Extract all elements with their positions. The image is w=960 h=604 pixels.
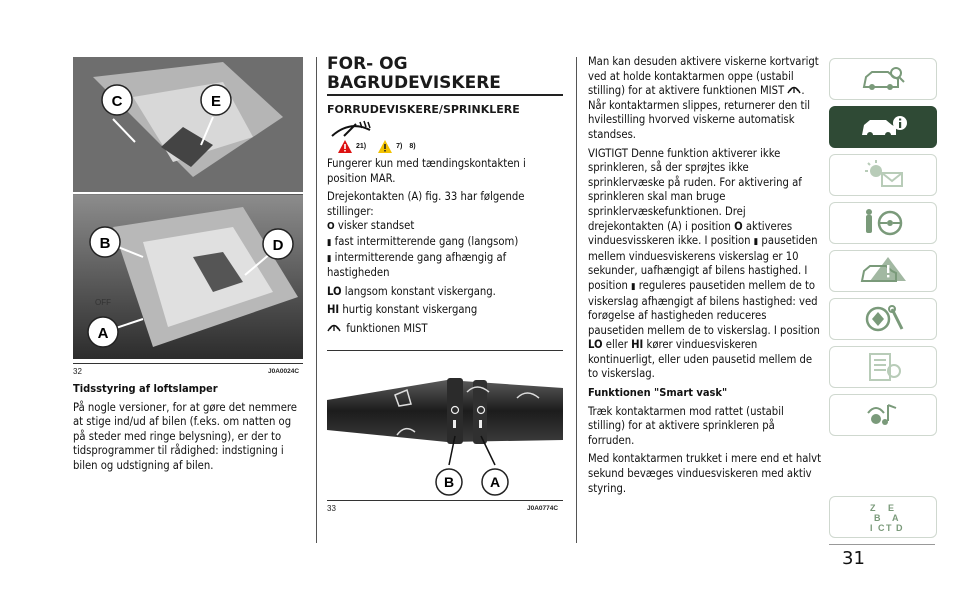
position-item-text: intermitterende gang afhængig af hastigheden bbox=[327, 250, 507, 280]
car-info-icon bbox=[858, 111, 908, 143]
figure-33-number: 33 bbox=[327, 504, 336, 513]
position-item-off bbox=[327, 219, 563, 235]
steering-wheel-icon bbox=[858, 207, 908, 239]
caution-triangle-icon bbox=[378, 140, 392, 153]
mist-icon bbox=[787, 84, 801, 97]
position-item-text: funktionen MIST bbox=[346, 321, 428, 335]
position-item-mist bbox=[327, 322, 563, 337]
svg-text:I: I bbox=[870, 523, 873, 533]
figure-33-top-rule bbox=[327, 350, 563, 351]
position-item-hi bbox=[327, 303, 563, 318]
sidebar-tab-multimedia[interactable] bbox=[829, 394, 937, 436]
left-column bbox=[73, 382, 305, 478]
figure32-label-a: A bbox=[97, 325, 109, 342]
important-text-e: eller bbox=[605, 338, 628, 352]
alphabetical-index-icon bbox=[858, 501, 908, 533]
section-title bbox=[327, 55, 501, 93]
figure-33-code: J0A0774C bbox=[527, 505, 559, 512]
sidebar-tab-warning-lights[interactable] bbox=[829, 154, 937, 196]
figure-32-photo bbox=[73, 57, 303, 359]
page-number: 31 bbox=[842, 548, 865, 569]
figure-33-bottom-rule bbox=[327, 500, 563, 501]
warning-ref-8: 8) bbox=[409, 143, 416, 150]
important-paragraph bbox=[588, 147, 822, 383]
section-subtitle: FORRUDEVISKERE/SPRINKLERE bbox=[327, 103, 520, 116]
svg-text:Z: Z bbox=[870, 503, 876, 513]
column-divider-2 bbox=[576, 57, 577, 543]
mist-text-b: . Når kontaktarmen slippes, returnerer den til hvilestilling hvorved viskerne automatisk standses. bbox=[588, 84, 811, 141]
symbol-interval: ▮ bbox=[753, 237, 759, 248]
smart-wash-paragraph-2: Med kontaktarmen trukket i mere end et halvt sekund bevæges vinduesviskeren med aktiv styring. bbox=[588, 452, 822, 495]
danger-triangle-icon bbox=[338, 140, 352, 153]
mist-text-a: Man kan desuden aktivere viskerne kortvarigt ved at holde kontaktarmen oppe (ustabil stilling) for at aktivere funktionen MIST bbox=[588, 55, 819, 98]
section-heading-lamp-timer: Tidsstyring af loftslamper bbox=[73, 382, 218, 395]
sidebar-tab-emergency-tools[interactable] bbox=[829, 298, 937, 340]
symbol-hi: HI bbox=[327, 303, 340, 317]
page-number-rule bbox=[829, 544, 935, 545]
sidebar-tab-steering[interactable] bbox=[829, 202, 937, 244]
svg-text:T: T bbox=[886, 523, 892, 533]
figure32-label-e: E bbox=[210, 93, 222, 110]
ignition-paragraph: Fungerer kun med tændingskontakten i position MAR. bbox=[327, 157, 526, 185]
position-item-lo bbox=[327, 285, 563, 300]
position-item-text: hurtig konstant viskergang bbox=[342, 303, 478, 317]
figure-33-photo bbox=[327, 360, 563, 496]
sidebar-tab-car-crash[interactable] bbox=[829, 250, 937, 292]
mist-paragraph bbox=[588, 55, 822, 143]
svg-text:C: C bbox=[878, 523, 885, 533]
column-divider bbox=[316, 57, 317, 543]
warning-lights-icon bbox=[858, 159, 908, 191]
figure33-label-a: A bbox=[489, 474, 501, 490]
figure32-label-c: C bbox=[111, 93, 123, 110]
position-item-fixed-interval bbox=[327, 235, 563, 251]
sidebar-tab-car-search[interactable] bbox=[829, 58, 937, 100]
car-search-icon bbox=[858, 63, 908, 95]
section-title-line2: BAGRUDEVISKERE bbox=[327, 73, 501, 93]
important-text-c: pausetiden mellem vinduesviskerens viskerslag er 10 sekunder, uafhængigt af bilens hastighed. I position bbox=[588, 234, 818, 292]
symbol-o: O bbox=[734, 219, 743, 233]
off-label: OFF bbox=[95, 298, 111, 307]
symbol-interval: ▮ bbox=[327, 237, 332, 248]
maintenance-list-icon bbox=[858, 351, 908, 383]
lamp-timer-paragraph: På nogle versioner, for at gøre det nemmere at stige ind/ud af bilen (f.eks. om natten og på steder med ringe belysning), er der to tidsprogrammer til rådighed: indstigning i bilen og udstigning af bilen. bbox=[73, 400, 297, 472]
svg-text:A: A bbox=[892, 513, 899, 523]
svg-text:E: E bbox=[888, 503, 895, 513]
warning-references bbox=[338, 140, 416, 153]
emergency-tools-icon bbox=[858, 303, 908, 335]
figure-32-number: 32 bbox=[73, 367, 82, 376]
section-title-rule bbox=[327, 94, 563, 96]
symbol-hi: HI bbox=[631, 338, 644, 352]
car-crash-icon bbox=[858, 255, 908, 287]
important-text-d: reguleres pausetiden mellem de to viskerslag afhængigt af bilens hastighed: ved forøgelse af hastigheden reduceres pausetiden mellem de to viskerslag. I position bbox=[588, 278, 820, 337]
wiper-stalk-illustration bbox=[327, 360, 563, 496]
symbol-interval: ▮ bbox=[327, 253, 332, 264]
warning-ref-7: 7) bbox=[396, 143, 403, 150]
multimedia-icon bbox=[858, 399, 908, 431]
sidebar-tab-maintenance[interactable] bbox=[829, 346, 937, 388]
symbol-lo: LO bbox=[588, 338, 603, 352]
figure32-label-d: D bbox=[272, 237, 284, 254]
important-text-b: aktiveres vinduesvisskeren ikke. I position bbox=[588, 219, 793, 248]
important-text-f: kører vinduesviskeren kontinuerligt, eller uden pausetid mellem de to viskerslag. bbox=[588, 338, 813, 381]
warning-ref-21: 21) bbox=[356, 143, 367, 150]
figure-32-code: J0A0024C bbox=[268, 368, 300, 375]
mist-icon bbox=[327, 322, 343, 337]
svg-text:D: D bbox=[896, 523, 903, 533]
figure33-label-b: B bbox=[443, 474, 455, 490]
position-item-speed-interval bbox=[327, 251, 563, 281]
svg-text:B: B bbox=[874, 513, 881, 523]
important-text-a: VIGTIGT Denne funktion aktiverer ikke sprinkleren, så der sprøjtes ikke sprinklervæske på ruden. For aktivering af sprinkleren skal man bruge sprinklervæskefunktionen. Drej drejekontakten (A) i position bbox=[588, 146, 802, 233]
symbol-interval: ▮ bbox=[631, 281, 636, 292]
switch-positions-intro: Drejekontakten (A) fig. 33 har følgende stillinger: bbox=[327, 190, 525, 218]
smart-wash-paragraph-1: Træk kontaktarmen mod rattet (ustabil stilling) for at aktivere sprinkleren på forruden. bbox=[588, 404, 784, 447]
position-item-text: fast intermitterende gang (langsom) bbox=[334, 234, 519, 248]
symbol-lo: LO bbox=[327, 284, 342, 298]
sidebar-tab-car-info[interactable] bbox=[829, 106, 937, 148]
overhead-console-illustration bbox=[73, 57, 303, 359]
section-title-line1: FOR- OG bbox=[327, 54, 408, 74]
position-item-text: langsom konstant viskergang. bbox=[344, 284, 496, 298]
figure-32-rule bbox=[73, 363, 303, 364]
right-column bbox=[588, 55, 822, 500]
sidebar-tab-index[interactable] bbox=[829, 496, 937, 538]
figure32-label-b: B bbox=[99, 235, 111, 252]
smart-wash-heading: Funktionen "Smart vask" bbox=[588, 386, 728, 400]
symbol-o: O bbox=[327, 221, 335, 233]
position-item-text: visker standset bbox=[337, 219, 415, 233]
middle-column bbox=[327, 157, 563, 337]
